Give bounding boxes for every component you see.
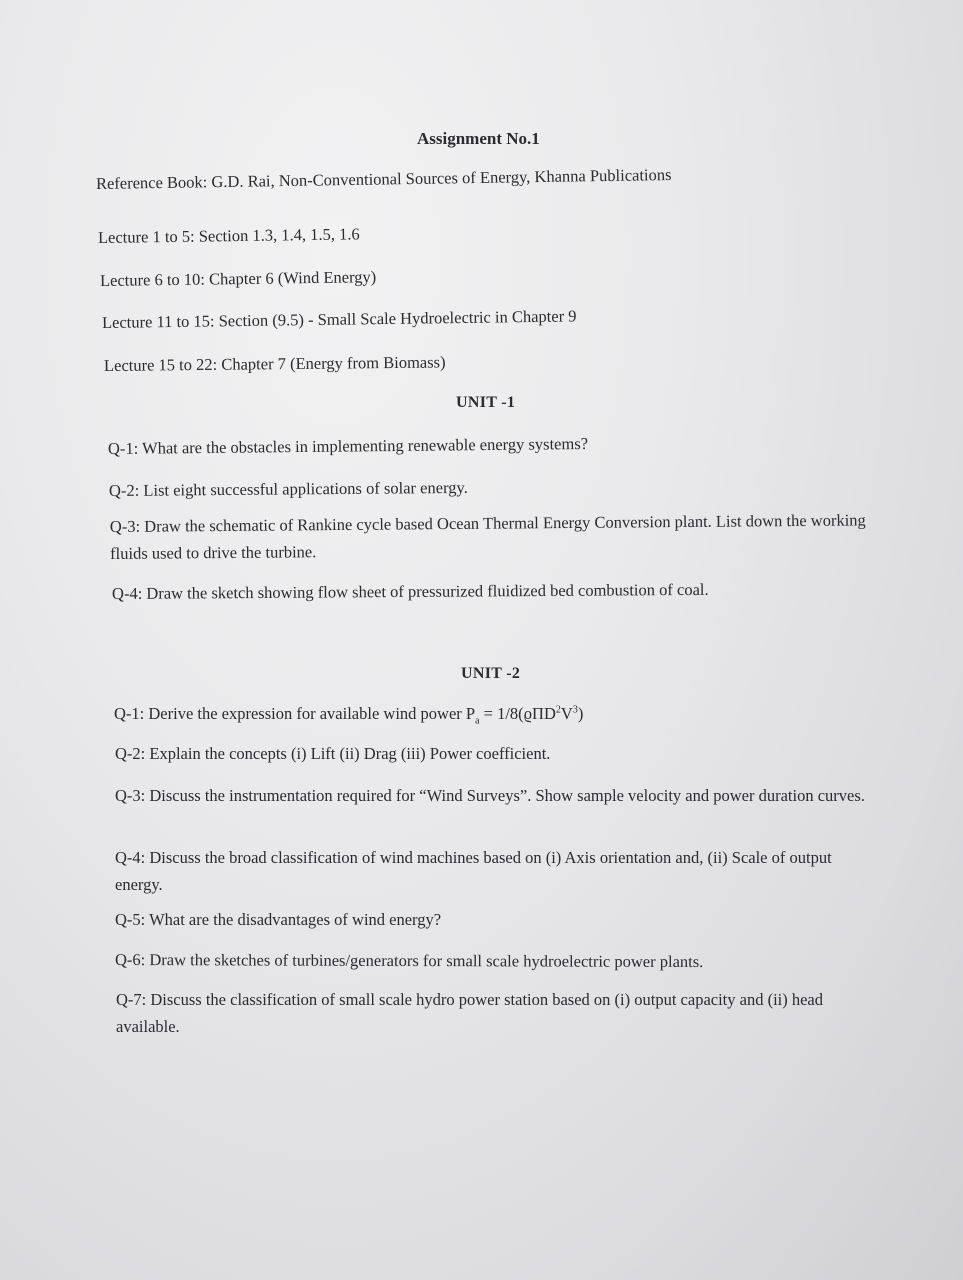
unit-1-heading: UNIT -1 [456,394,516,411]
unit-2-question-5: Q-5: What are the disadvantages of wind energy? [115,910,442,929]
unit-2-question-1 [114,702,583,726]
assignment-title: Assignment No.1 [417,129,540,148]
unit-2-heading: UNIT -2 [461,665,521,682]
unit-2-question-4: Q-4: Discuss the broad classification of wind machines based on (i) Axis orientation and, (ii) Scale of output energy. [115,848,832,894]
lecture-line-2: Lecture 6 to 10: Chapter 6 (Wind Energy) [99,267,377,290]
unit-1-question-4: Q-4: Draw the sketch showing flow sheet of pressurized fluidized bed combustion of coal. [111,579,709,603]
unit-2-question-6: Q-6: Draw the sketches of turbines/generators for small scale hydroelectric power plants. [114,950,704,972]
lecture-line-4: Lecture 15 to 22: Chapter 7 (Energy from Biomass) [103,352,446,375]
reference-book: Reference Book: G.D. Rai, Non-Conventional Sources of Energy, Khanna Publications [95,164,672,193]
lecture-line-3: Lecture 11 to 15: Section (9.5) - Small Scale Hydroelectric in Chapter 9 [101,306,577,332]
power-subscript: a [475,715,480,727]
wind-power-question-text: Q-1: Derive the expression for available wind power P [114,704,476,723]
formula-body: = 1/8(ϱΠD [479,704,556,723]
unit-1-question-1: Q-1: What are the obstacles in implementing renewable energy systems? [107,433,589,458]
velocity-symbol: V [560,704,573,723]
lecture-line-1: Lecture 1 to 5: Section 1.3, 1.4, 1.5, 1.6 [97,224,360,247]
diameter-exponent: 2 [555,704,561,716]
unit-2-question-3: Q-3: Discuss the instrumentation required for “Wind Surveys”. Show sample velocity and power duration curves. [115,786,865,805]
unit-1-question-3: Q-3: Draw the schematic of Rankine cycle based Ocean Thermal Energy Conversion plant. List down the working fluids used to drive the turbine. [109,510,866,563]
formula-close: ) [577,704,584,723]
velocity-exponent: 3 [572,704,578,716]
unit-2-question-2: Q-2: Explain the concepts (i) Lift (ii) Drag (iii) Power coefficient. [115,744,551,763]
unit-2-question-7: Q-7: Discuss the classification of small scale hydro power station based on (i) output capacity and (ii) head available. [116,990,824,1036]
unit-1-question-2: Q-2: List eight successful applications of solar energy. [108,477,468,500]
